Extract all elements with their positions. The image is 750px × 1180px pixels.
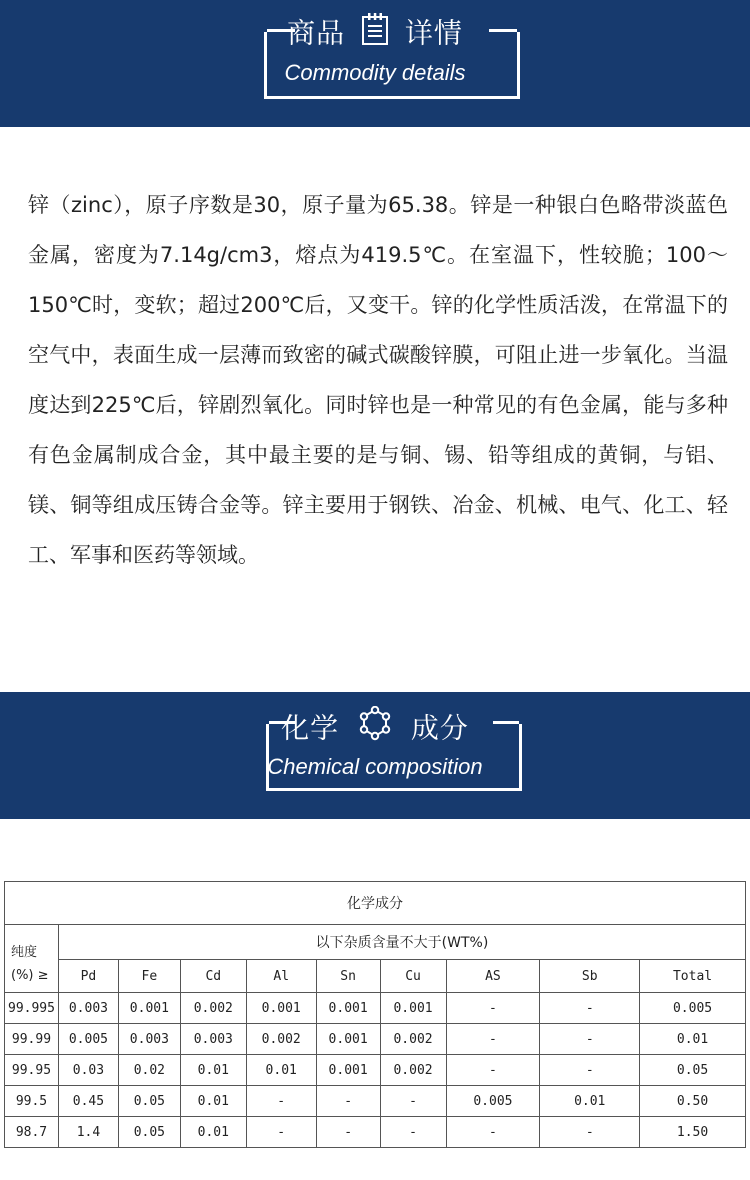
table-cell: - (540, 993, 640, 1024)
table-cell: - (246, 1086, 316, 1117)
column-header: Total (640, 960, 746, 993)
column-header: Sn (316, 960, 380, 993)
table-cell: 0.001 (316, 1024, 380, 1055)
table-cell: - (380, 1086, 446, 1117)
column-header: AS (446, 960, 540, 993)
section-subtitle: Commodity details (284, 60, 466, 85)
column-header: Fe (118, 960, 180, 993)
table-cell: 0.001 (246, 993, 316, 1024)
table-cell: - (446, 1055, 540, 1086)
table-cell: 0.03 (58, 1055, 118, 1086)
table-cell: 0.001 (316, 1055, 380, 1086)
table-cell: 0.01 (180, 1055, 246, 1086)
notepad-icon (361, 12, 389, 57)
table-cell: - (380, 1117, 446, 1148)
table-cell: - (316, 1117, 380, 1148)
table-cell: 0.001 (118, 993, 180, 1024)
table-cell: 0.01 (640, 1024, 746, 1055)
table-cell: 0.05 (118, 1117, 180, 1148)
table-body (5, 993, 746, 1148)
table-cell: 0.005 (446, 1086, 540, 1117)
purity-header (5, 925, 59, 993)
table-cell: 0.01 (180, 1117, 246, 1148)
molecule-icon (355, 706, 395, 753)
title-left: 商品 (287, 16, 346, 50)
title-left: 化学 (281, 711, 340, 745)
impurity-header: 以下杂质含量不大于(WT%) (58, 925, 745, 960)
table-cell: 0.01 (180, 1086, 246, 1117)
column-header: Al (246, 960, 316, 993)
zinc-description: 锌（zinc），原子序数是30，原子量为65.38。锌是一种银白色略带淡蓝色金属，密度为7.14g/cm3，熔点为419.5℃。在室温下，性较脆；100～150℃时，变软；超过200℃后，又变干。锌的化学性质活泼，在常温下的空气中，表面生成一层薄而致密的碱式碳酸锌膜，可阻止进一步氧化。当温度达到225℃后，锌剧烈氧化。同时锌也是一种常见的有色金属，能与多种有色金属制成合金，其中最主要的是与铜、锡、铅等组成的黄铜，与铝、镁、铜等组成压铸合金等。锌主要用于钢铁、冶金、机械、电气、化工、轻工、军事和医药等领域。 (28, 193, 728, 567)
table-cell: 0.002 (246, 1024, 316, 1055)
section-subtitle: Chemical composition (267, 754, 483, 779)
column-header-row (5, 960, 746, 993)
table-row (5, 1055, 746, 1086)
table-cell: - (446, 1024, 540, 1055)
table-cell: 0.003 (180, 1024, 246, 1055)
table-row (5, 1024, 746, 1055)
purity-unit: (%) ≥ (11, 967, 49, 983)
table-cell: - (446, 1117, 540, 1148)
table-cell: - (446, 993, 540, 1024)
table-cell: 0.50 (640, 1086, 746, 1117)
table-cell: 0.05 (118, 1086, 180, 1117)
column-header: Sb (540, 960, 640, 993)
table-cell: 0.003 (58, 993, 118, 1024)
section-title (0, 706, 750, 753)
section-title (0, 12, 750, 57)
table-caption: 化学成分 (5, 882, 746, 925)
table-cell: 0.005 (58, 1024, 118, 1055)
purity-cell: 98.7 (5, 1117, 59, 1148)
table-cell: 0.02 (118, 1055, 180, 1086)
table-cell: 0.01 (246, 1055, 316, 1086)
table-cell: 0.001 (316, 993, 380, 1024)
table-cell: - (540, 1055, 640, 1086)
table-cell: 0.001 (380, 993, 446, 1024)
title-right: 详情 (404, 16, 463, 50)
column-header: Pd (58, 960, 118, 993)
table-cell: 0.05 (640, 1055, 746, 1086)
column-header: Cd (180, 960, 246, 993)
table-cell: 0.002 (180, 993, 246, 1024)
table-row (5, 993, 746, 1024)
purity-cell: 99.95 (5, 1055, 59, 1086)
table-cell: 0.01 (540, 1086, 640, 1117)
purity-label: 纯度 (11, 944, 38, 960)
purity-cell: 99.99 (5, 1024, 59, 1055)
table-row (5, 1117, 746, 1148)
table-cell: - (540, 1024, 640, 1055)
table-cell: - (246, 1117, 316, 1148)
table-cell: 0.003 (118, 1024, 180, 1055)
composition-table (4, 881, 746, 1148)
table-cell: 0.002 (380, 1024, 446, 1055)
chemical-composition-header (0, 692, 750, 819)
table-cell: 0.45 (58, 1086, 118, 1117)
table-cell: 0.005 (640, 993, 746, 1024)
table-cell: 1.4 (58, 1117, 118, 1148)
table-cell: - (316, 1086, 380, 1117)
table-cell: - (540, 1117, 640, 1148)
purity-cell: 99.995 (5, 993, 59, 1024)
table-row (5, 1086, 746, 1117)
title-right: 成分 (410, 711, 469, 745)
commodity-details-header (0, 0, 750, 127)
table-cell: 1.50 (640, 1117, 746, 1148)
column-header: Cu (380, 960, 446, 993)
table-cell: 0.002 (380, 1055, 446, 1086)
purity-cell: 99.5 (5, 1086, 59, 1117)
